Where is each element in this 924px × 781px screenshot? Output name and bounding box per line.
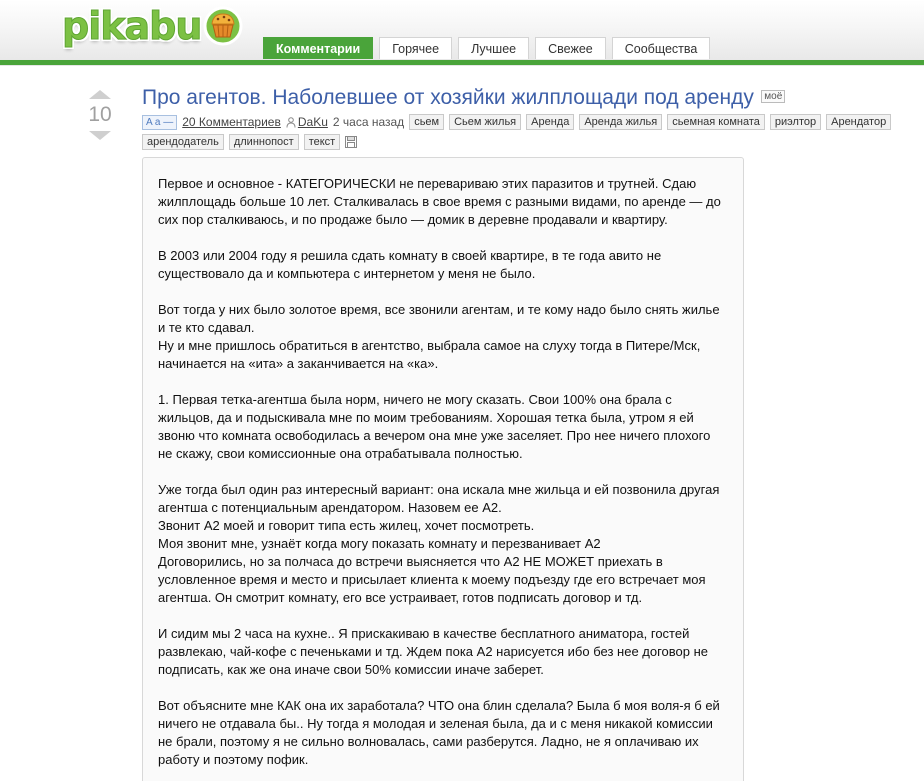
my-post-link[interactable]: моё <box>761 90 785 103</box>
main-nav <box>263 37 710 59</box>
post-paragraph: Вот объясните мне КАК она их заработала? ЧТО она блин сделала? Была б моя воля-я б ей ничего не отдавала бы.. Ну тогда я молодая и зеленая была, да и с меня никакой комиссии не брали, поэтому я не сильно волновалась, сами разберутся. Ладно, не я оплачиваю их работу и поэтому пофик. <box>158 698 720 767</box>
post-paragraph: Первое и основное - КАТЕГОРИЧЕСКИ не перевариваю этих паразитов и трутней. Сдаю жилплощадь больше 10 лет. Сталкивалась в свое время с разными видами, по аренде — до сих пор сталкиваюсь, и по продаже было — домик в деревне продавали и квартиру. <box>158 176 721 227</box>
post-paragraph: В 2003 или 2004 году я решила сдать комнату в своей квартире, в те года авито не существовало да и компьютера с интернетом у меня не было. <box>158 248 662 281</box>
tag[interactable]: текст <box>304 134 341 150</box>
author-link[interactable]: DaKu <box>297 114 328 129</box>
tag[interactable]: сьем <box>409 114 444 130</box>
post-time: 2 часа назад <box>332 114 405 129</box>
pikabu-logo[interactable] <box>62 4 243 48</box>
tab-fresh[interactable]: Свежее <box>535 37 606 59</box>
tag[interactable]: Аренда жилья <box>579 114 662 130</box>
tab-hot[interactable]: Горячее <box>379 37 452 59</box>
author-wrap <box>286 115 328 130</box>
tag[interactable]: сьемная комната <box>667 114 765 130</box>
tag[interactable]: Сьем жилья <box>449 114 521 130</box>
font-size-toggle[interactable]: A a — <box>142 115 177 130</box>
post-paragraph: 1. Первая тетка-агентша была норм, ничего не могу сказать. Свои 100% она брала с жильцов, да и подыскивала мне по моим требованиям. Хорошая тетка была, утром я ей звоню что комната освободилась а вечером она мне уже заселяет. Про нее ничего плохого не скажу, свои комиссионные она отрабатывала полностью. <box>158 392 711 461</box>
post-title[interactable]: Про агентов. Наболевшее от хозяйки жилплощади под аренду <box>142 86 754 109</box>
header-divider <box>0 60 924 65</box>
post-rating <box>87 90 113 140</box>
tag[interactable]: риэлтор <box>770 114 821 130</box>
tab-comments[interactable]: Комментарии <box>263 37 373 59</box>
post-paragraph: Уже тогда был один раз интересный вариант: она искала мне жильца и ей позвонила другая агентша с потенциальным арендатором. Назовем ее А2. Звонит А2 моей и говорит типа есть жилец, хочет посмотреть. Моя звонит мне, узнаёт когда могу показать комнату и перезванивает А2 Договорились, но за полчаса до встречи выясняется что А2 НЕ МОЖЕТ приехать в условленное время и место и присылает клиента к моему подъезду где его встречает моя агентша. Он смотрит комнату, его все устраивает, готов подписать договор и тд. <box>158 482 720 605</box>
user-icon <box>286 117 296 128</box>
save-icon[interactable] <box>345 136 357 148</box>
post-meta <box>142 114 902 150</box>
logo-text: pikabu <box>62 4 202 48</box>
tag[interactable]: длиннопост <box>229 134 299 150</box>
post-body <box>142 157 744 781</box>
upvote-arrow-icon[interactable] <box>89 90 111 99</box>
tag[interactable]: Аренда <box>526 114 574 130</box>
tag[interactable]: Арендатор <box>826 114 891 130</box>
tab-best[interactable]: Лучшее <box>458 37 529 59</box>
rating-value: 10 <box>88 103 112 126</box>
downvote-arrow-icon[interactable] <box>89 131 111 140</box>
site-header <box>0 0 924 66</box>
post-title-row <box>142 86 785 110</box>
comments-link[interactable]: 20 Комментариев <box>182 114 281 129</box>
tag[interactable]: арендодатель <box>142 134 224 150</box>
post-paragraph: И сидим мы 2 часа на кухне.. Я прискакиваю в качестве бесплатного аниматора, гостей развлекаю, чай-кофе с печеньками и тд. Ждем пока А2 нарисуется ибо без нее договор не подписать, как же она иначе свои 50% комиссии иначе заберет. <box>158 626 709 677</box>
muffin-icon <box>203 6 243 46</box>
post-paragraph: Вот тогда у них было золотое время, все звонили агентам, и те кому надо было снять жилье и те кто сдавал. Ну и мне пришлось обратиться в агентство, выбрала самое на слуху тогда в Питере/Мск, начинается на «ита» а заканчивается на «ка». <box>158 302 720 371</box>
tab-communities[interactable]: Сообщества <box>612 37 711 59</box>
